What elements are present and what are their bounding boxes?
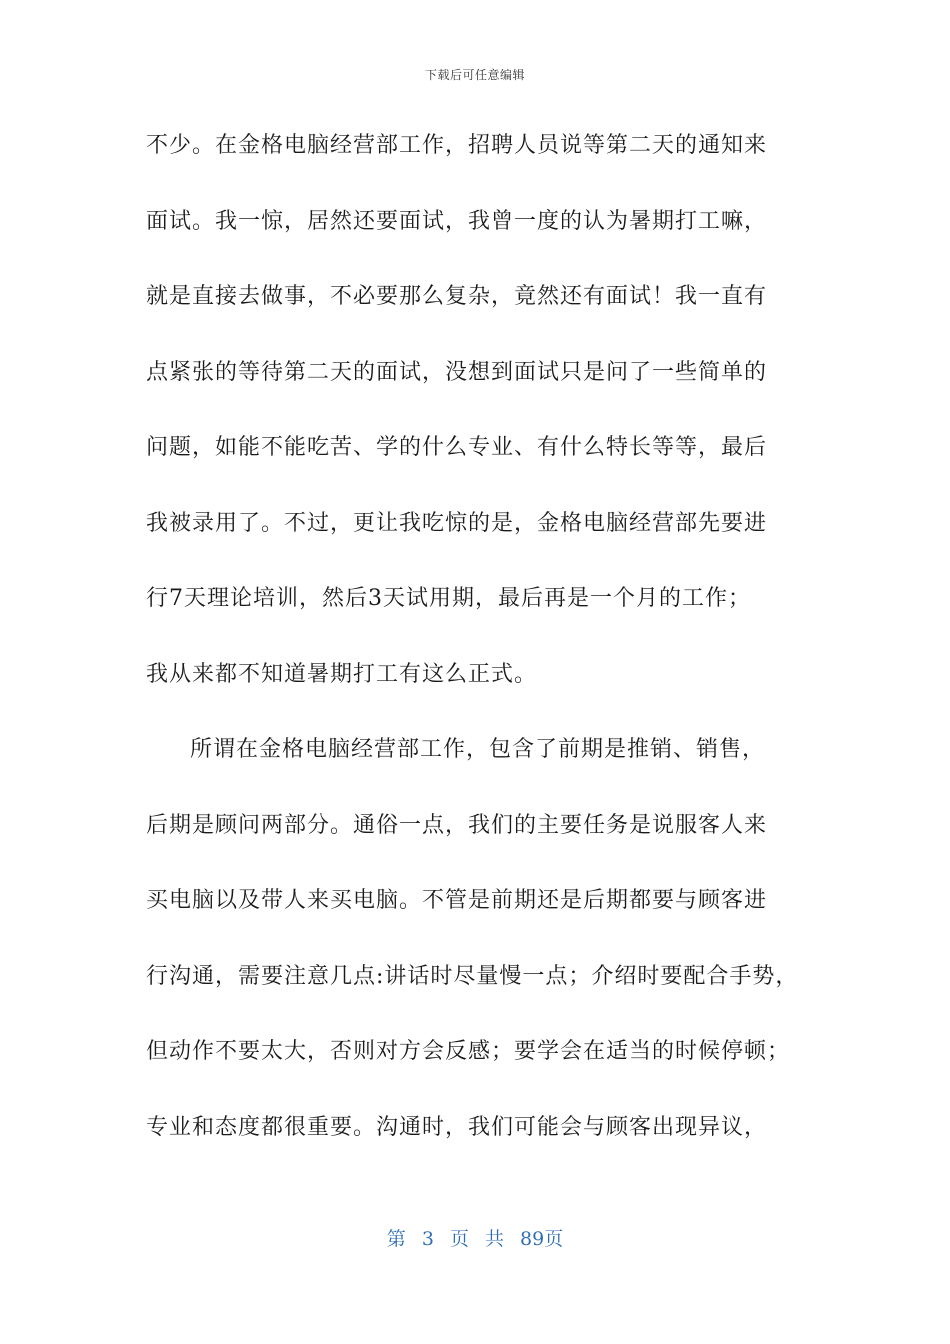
page-number-footer: 第 3 页 共 89页 xyxy=(386,1228,564,1250)
text-line: 就是直接去做事，不必要那么复杂，竟然还有面试！我一直有 xyxy=(146,284,768,309)
text-line: 专业和态度都很重要。沟通时，我们可能会与顾客出现异议， xyxy=(146,1114,768,1140)
text-line: 买电脑以及带人来买电脑。不管是前期还是后期都要与顾客进 xyxy=(146,888,768,913)
paragraph-start-line: 所谓在金格电脑经营部工作，包含了前期是推销、销售， xyxy=(190,737,766,762)
text-line: 我从来都不知道暑期打工有这么正式。 xyxy=(146,661,538,687)
text-line: 不少。在金格电脑经营部工作，招聘人员说等第二天的通知来 xyxy=(146,133,768,158)
text-line: 面试。我一惊，居然还要面试，我曾一度的认为暑期打工嘛， xyxy=(146,208,768,234)
page-header: 下载后可任意编辑 xyxy=(424,68,525,82)
text-line: 问题，如能不能吃苦、学的什么专业、有什么特长等等，最后 xyxy=(146,435,768,460)
text-line: 后期是顾问两部分。通俗一点，我们的主要任务是说服客人来 xyxy=(146,812,768,838)
text-line: 点紧张的等待第二天的面试，没想到面试只是问了一些简单的 xyxy=(146,359,768,385)
text-line: 我被录用了。不过，更让我吃惊的是，金格电脑经营部先要进 xyxy=(146,510,768,536)
document-body xyxy=(146,124,806,1181)
text-line: 但动作不要太大，否则对方会反感；要学会在适当的时候停顿； xyxy=(146,1039,791,1064)
text-line: 行7天理论培训，然后3天试用期，最后再是一个月的工作； xyxy=(146,586,751,611)
text-line: 行沟通，需要注意几点:讲话时尽量慢一点；介绍时要配合手势， xyxy=(146,963,799,989)
